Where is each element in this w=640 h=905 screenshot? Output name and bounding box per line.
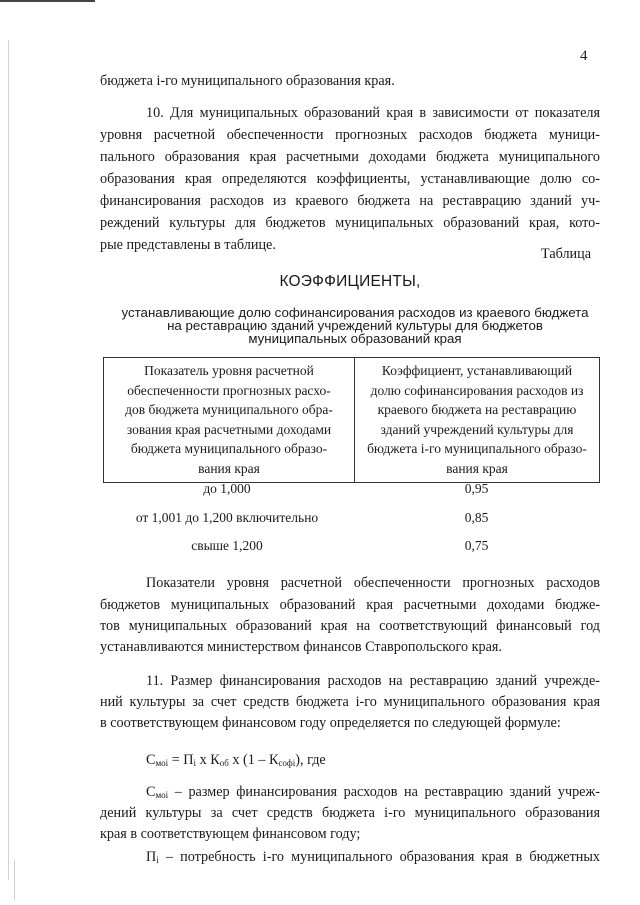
row-coefficient: 0,85 xyxy=(464,510,489,525)
definition-line: $С_{моi}$ – размер финансирования расходов на реставрацию зданий учреж- xyxy=(146,784,601,800)
definition-line: края в соответствующем финансовом году; xyxy=(100,826,361,842)
paragraph-line: пального образования края расчетными доходами бюджета муниципального xyxy=(100,149,600,165)
scan-edge-left-lower xyxy=(14,860,15,900)
paragraph-line: бюджетов муниципальных образований края расчетными доходами бюдже- xyxy=(100,597,600,613)
paragraph-line: уровня расчетной обеспеченности прогнозных расходов бюджета муници- xyxy=(100,127,600,143)
paragraph-line: 11. Размер финансирования расходов на реставрацию зданий учрежде- xyxy=(146,673,600,689)
table-row xyxy=(103,481,600,501)
table-subtitle-line: устанавливающие долю софинансирования расходов из краевого бюджета xyxy=(121,305,589,320)
paragraph-line: образования края определяются коэффициенты, устанавливающие долю со- xyxy=(100,171,600,187)
definition-line: дений культуры за счет средств бюджета i-го муниципального образования xyxy=(100,805,600,821)
paragraph-line: тов муниципальных образований края на соответствующий финансовый год xyxy=(100,618,600,634)
paragraph-line: 10. Для муниципальных образований края в зависимости от показателя xyxy=(146,105,600,121)
header-cell-indicator: Показатель уровня расчетной обеспеченности прогнозных расхо- дов бюджета муниципального обра- зования края расчетными доходами бюджета муниципального образо- вания края xyxy=(104,358,355,483)
row-coefficient: 0,95 xyxy=(464,481,489,496)
row-range: свыше 1,200 xyxy=(191,538,263,553)
paragraph-line: Показатели уровня расчетной обеспеченности прогнозных расходов xyxy=(146,575,600,591)
definition-p: $П_i$ – потребность i-го муниципального образования края в бюджетных xyxy=(146,849,600,865)
table-title: КОЭФФИЦИЕНТЫ, xyxy=(279,273,421,290)
table-subtitle-line: муниципальных образований края xyxy=(248,331,462,346)
table-row xyxy=(103,510,600,530)
row-range: до 1,000 xyxy=(203,481,251,496)
coefficients-table-header xyxy=(103,357,600,483)
paragraph-line: реждений культуры для бюджетов муниципальных образований края, кото- xyxy=(100,215,600,231)
paragraph-line: финансирования расходов из краевого бюджета на реставрацию зданий уч- xyxy=(100,193,600,209)
scan-edge-left xyxy=(8,40,9,880)
paragraph-line: устанавливаются министерством финансов Ставропольского края. xyxy=(100,639,503,655)
paragraph-line: в соответствующем финансовом году определяется по следующей формуле: xyxy=(100,715,561,731)
scan-edge-top xyxy=(0,0,95,2)
page-number: 4 xyxy=(580,48,588,64)
table-row xyxy=(103,538,600,558)
row-range: от 1,001 до 1,200 включительно xyxy=(135,510,319,525)
table-subtitle-line: на реставрацию зданий учреждений культуры для бюджетов xyxy=(167,318,543,333)
formula: $С_{моi} = П_i$ x $К_{об}$ x $(1 - К_{софi})$, где xyxy=(146,752,326,768)
row-coefficient: 0,75 xyxy=(464,538,489,553)
paragraph-line: рые представлены в таблице. xyxy=(100,237,276,253)
paragraph-line: ний культуры за счет средств бюджета i-го муниципального образования края xyxy=(100,694,600,710)
header-cell-coefficient: Коэффициент, устанавливающий долю софинансирования расходов из краевого бюджета на реставрацию зданий учреждений культуры для бюджета i-го муниципального образо- вания края xyxy=(355,358,600,483)
paragraph-continuation: бюджета i-го муниципального образования края. xyxy=(100,73,395,89)
table-label: Таблица xyxy=(541,246,592,262)
